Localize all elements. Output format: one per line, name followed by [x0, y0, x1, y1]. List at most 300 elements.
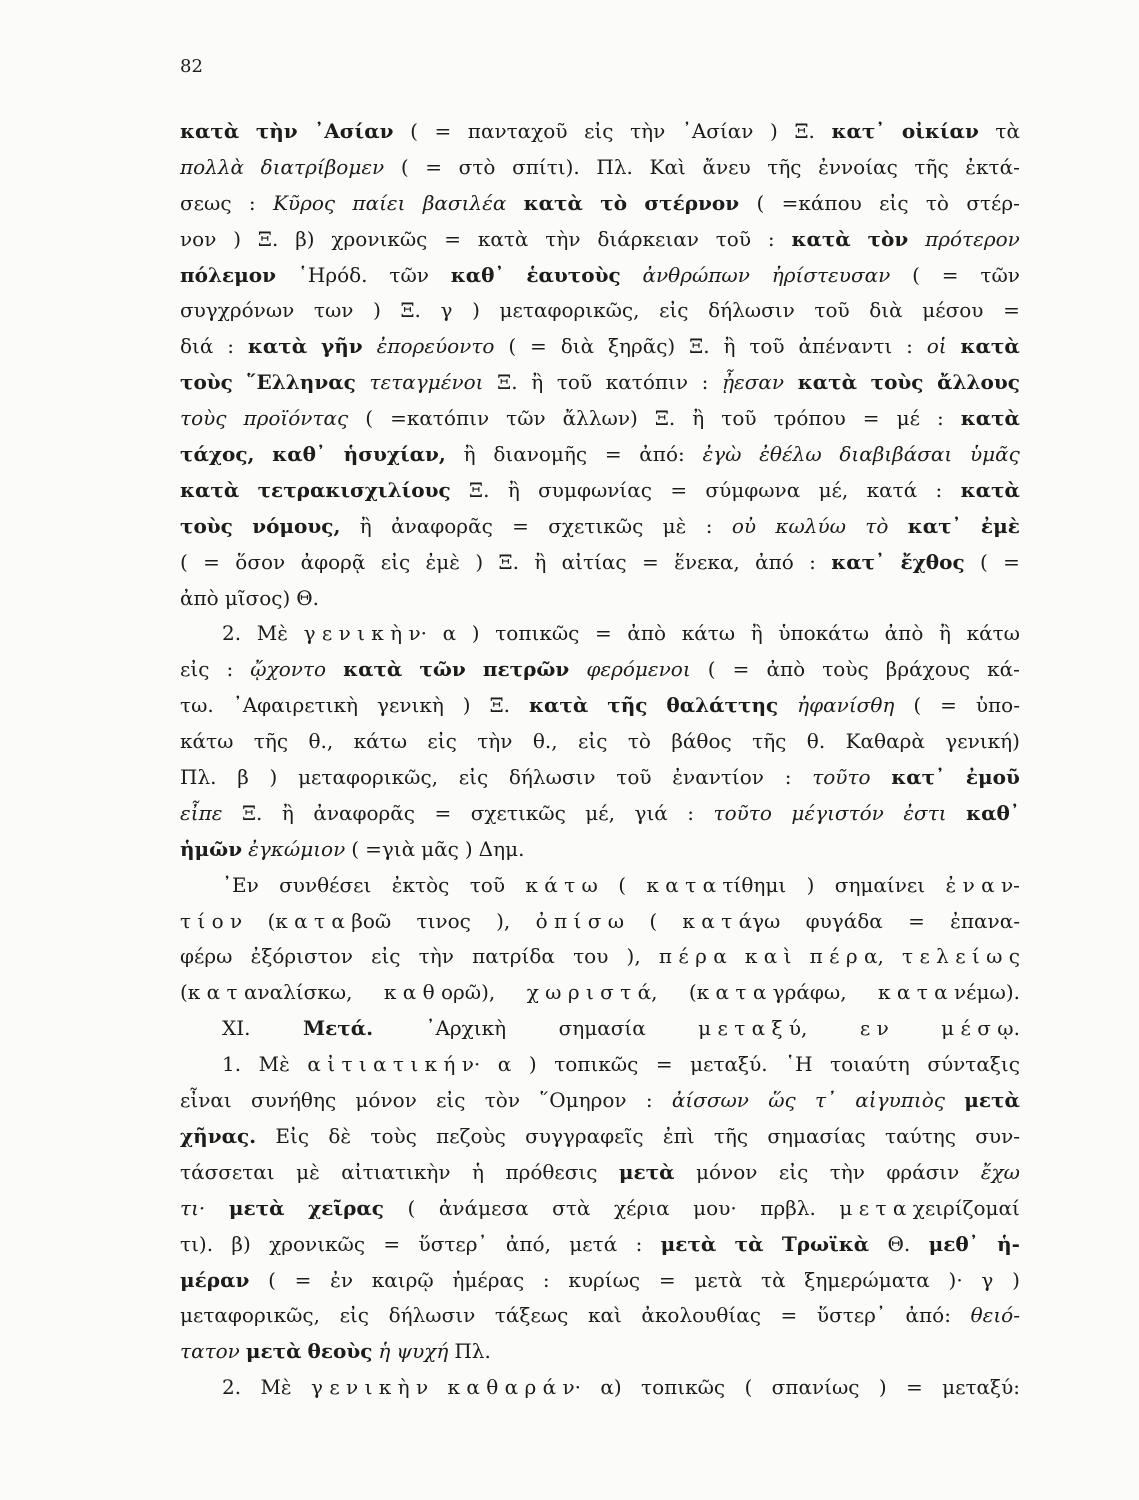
word: ἔχθος	[900, 549, 965, 574]
text-line	[180, 975, 1020, 1011]
word: μ ε τ α χειρίζομαί	[839, 1195, 1020, 1220]
word: =	[383, 1231, 401, 1256]
word: τοῦ	[556, 370, 593, 395]
word: οὐ	[731, 513, 757, 538]
word: ἀνθρώπων	[642, 262, 750, 287]
word: χέρια	[613, 1195, 670, 1220]
word: γιά	[634, 800, 668, 825]
word: ῾Η	[785, 1052, 813, 1077]
word: εἰς	[180, 657, 210, 682]
word: σημαίνει	[834, 872, 926, 897]
word: (κ α τ α γράφω,	[688, 980, 847, 1005]
word: θ.,	[532, 729, 558, 754]
word: κατὰ	[523, 190, 583, 215]
text-line	[180, 1119, 1020, 1155]
word: χῆνας.	[180, 1123, 257, 1148]
word: τὰ	[761, 1267, 786, 1292]
word: τινος	[416, 908, 471, 933]
word: :	[542, 1267, 550, 1292]
word: των	[313, 298, 354, 323]
word: ἢ	[750, 621, 763, 646]
word: (	[180, 549, 188, 574]
word: τι·	[180, 1195, 206, 1220]
word: α	[497, 1052, 512, 1077]
word: τὴν	[418, 944, 454, 969]
word: χ ω ρ ι σ τ ά,	[526, 980, 658, 1005]
text-line	[180, 365, 1020, 401]
word: ἀπό:	[639, 442, 685, 467]
text-line	[180, 186, 1020, 222]
text-line	[180, 616, 1020, 652]
word: εἰς	[458, 765, 489, 790]
word: Καθαρὰ	[845, 729, 925, 754]
word: μέσου	[922, 298, 984, 323]
word: διὰ	[560, 334, 595, 359]
word: (	[649, 908, 658, 933]
word: )	[269, 765, 278, 790]
word: :	[687, 800, 695, 825]
word: τὸ	[865, 513, 889, 538]
word: μετὰ	[694, 1267, 743, 1292]
text-line	[180, 1083, 1020, 1119]
word: ἠφανίσθη	[797, 693, 895, 718]
text-line	[180, 1370, 1020, 1406]
word: κατὰ	[797, 370, 857, 395]
word: ),	[496, 908, 511, 933]
word: ἢ	[939, 621, 951, 646]
word: ἐμὲ	[980, 513, 1020, 538]
word: σχετικῶς	[470, 800, 566, 825]
word: α)	[600, 1375, 622, 1400]
word: ὕστερ᾽	[816, 1303, 886, 1328]
word: μεταξύ.	[690, 1052, 768, 1077]
word: )	[471, 621, 480, 646]
word: =	[655, 1052, 673, 1077]
word: κατὰ	[343, 657, 403, 682]
word: τῆς	[607, 693, 648, 718]
word: μὲ	[296, 1159, 320, 1184]
word: τῶν	[506, 406, 546, 431]
word: καθ᾽	[272, 442, 326, 467]
word: τοὺς	[822, 657, 869, 682]
word: Κῦρος	[272, 190, 336, 215]
word: τ᾽	[814, 1088, 837, 1113]
text-line	[180, 329, 1020, 365]
word: κατ᾽	[891, 765, 946, 790]
word: (	[407, 1195, 416, 1220]
word: )	[233, 226, 242, 251]
word: =	[906, 1375, 923, 1400]
word: τῆς	[713, 1123, 749, 1148]
word: Πλ.	[180, 765, 217, 790]
word: Ξ.	[241, 800, 263, 825]
word: ἐξόριστον	[250, 944, 353, 969]
word: στέρ-	[966, 190, 1020, 215]
word: ἐπανα-	[950, 908, 1020, 933]
word: εἶναι	[180, 1088, 232, 1113]
word: ἡ	[378, 1339, 391, 1364]
word: ἢ	[359, 513, 372, 538]
word: ἠρίστευσαν	[771, 262, 891, 287]
word: =	[670, 477, 688, 502]
word: τῶν	[389, 262, 429, 287]
word: Ξ.	[400, 298, 421, 323]
word: διανομῆς	[493, 442, 588, 467]
word: γενική)	[945, 729, 1020, 754]
word: ἄλλους	[937, 370, 1020, 395]
word: ἀνάμεσα	[438, 1195, 529, 1220]
word: Θ.	[887, 1231, 911, 1256]
word: κ α τ α νέμω).	[878, 980, 1020, 1005]
word: =	[780, 1303, 798, 1328]
word: ξηρᾶς)	[607, 334, 676, 359]
word: μ έ σ ῳ.	[941, 1016, 1020, 1041]
word: =	[940, 693, 957, 718]
word: ἀφορᾷ	[300, 549, 366, 574]
word: στὰ	[552, 1195, 591, 1220]
word: κατὰ	[180, 477, 240, 502]
text-line	[180, 581, 1020, 617]
word: (κ α τ α βοῶ	[267, 908, 392, 933]
word: εἶπε	[180, 800, 223, 825]
word: ᾽Εν	[222, 872, 259, 897]
word: =	[732, 657, 750, 682]
word: =	[641, 549, 659, 574]
word: μετὰ	[660, 1231, 717, 1256]
word: ψυχή	[396, 1339, 449, 1364]
word: τὰ	[995, 119, 1020, 143]
word: μέραν	[180, 1267, 250, 1292]
word: )	[462, 693, 471, 718]
word: =κατόπιν	[390, 406, 490, 431]
word: τετρακισχιλίους	[257, 477, 451, 502]
word: ἐπὶ	[662, 1123, 695, 1148]
word: ἐκτὸς	[391, 872, 450, 897]
word: μεταφορικῶς,	[180, 1303, 320, 1328]
word: =	[862, 406, 880, 431]
word: ἐγὼ	[702, 442, 742, 467]
word: ἄνευ	[702, 154, 751, 179]
word: (	[508, 334, 517, 359]
text-line	[180, 401, 1020, 437]
word: :	[227, 334, 235, 359]
word: ἐστι	[903, 800, 947, 825]
word: ἡμέρας	[452, 1267, 525, 1292]
word: τὴν	[477, 729, 513, 754]
word: )	[1012, 1267, 1020, 1292]
word: μὲ	[662, 513, 687, 538]
word: τῆς	[752, 729, 787, 754]
word: μετὰ	[964, 1088, 1020, 1113]
word: ᾽Αφαιρετικὴ	[232, 693, 359, 718]
word: ἢ	[463, 442, 476, 467]
word: καθ᾽	[966, 800, 1020, 825]
word: Ξ.	[257, 226, 279, 251]
word: πεζοὺς	[436, 1123, 506, 1148]
word: κ ά τ ω	[525, 872, 598, 897]
word: )	[475, 549, 484, 574]
word: αἰτίας	[561, 549, 627, 574]
word: διαβιβάσαι	[839, 442, 953, 467]
word: =γιὰ	[365, 836, 416, 861]
word: :	[906, 334, 913, 359]
word: πρότερον	[925, 226, 1020, 251]
word: :	[936, 406, 944, 431]
text-line	[180, 293, 1020, 329]
word: σημασία	[558, 1016, 646, 1041]
word: α	[442, 621, 457, 646]
word: χεῖρας	[308, 1195, 384, 1220]
word: μόνον	[355, 1088, 417, 1113]
word: ὑπο-	[975, 693, 1020, 718]
text-line	[180, 509, 1020, 545]
word: φυγάδα	[805, 908, 883, 933]
word: πατρίδα	[472, 944, 555, 969]
word: ἡ	[472, 1159, 484, 1184]
word: Μὲ	[256, 621, 288, 646]
word: διά	[180, 334, 214, 359]
word: =	[941, 262, 959, 287]
word: ὑποκάτω	[778, 621, 870, 646]
word: ᾖεσαν	[722, 370, 785, 395]
word: τοπικῶς	[554, 1052, 639, 1077]
word: (	[268, 1267, 276, 1292]
word: ἡσυχίαν,	[343, 442, 446, 467]
word: τοῦ	[721, 406, 757, 431]
word: =	[512, 513, 529, 538]
word: =	[604, 442, 622, 467]
word: =	[594, 621, 612, 646]
word: μετὰ	[618, 1159, 675, 1184]
word: :	[635, 1231, 643, 1256]
word: κατὰ	[247, 334, 308, 359]
word: )	[528, 1052, 537, 1077]
page-number: 82	[180, 56, 203, 77]
word: παίει	[352, 190, 406, 215]
word: Ξ.	[469, 477, 490, 502]
word: προϊόντας	[243, 406, 349, 431]
word: ἀκολουθίας	[641, 1303, 761, 1328]
word: σπίτι).	[512, 154, 580, 179]
word: γ	[440, 298, 453, 323]
word: τῶν	[419, 657, 466, 682]
word: Ξ.	[489, 693, 511, 718]
word: γ	[981, 1267, 994, 1292]
word: εἰς	[778, 1159, 809, 1184]
word: ἕνεκα,	[674, 549, 740, 574]
word: (	[618, 872, 627, 897]
word: κατὰ	[180, 119, 240, 143]
word: π έ ρ α	[658, 944, 727, 969]
word: εἰς	[659, 298, 689, 323]
word: ἐπορεύοντο	[376, 334, 495, 359]
word: κάτω	[180, 729, 234, 754]
word: τὸν	[484, 1088, 520, 1113]
word: ἀπὸ	[627, 621, 667, 646]
word: :	[767, 226, 775, 251]
word: κάτω	[681, 621, 736, 646]
text-line	[180, 114, 1020, 150]
word: τοιαύτη	[830, 1052, 910, 1077]
word: κατ᾽	[831, 119, 886, 143]
word: βράχους	[885, 657, 971, 682]
word: τάσσεται	[180, 1159, 275, 1184]
word: ἐγκώμιον	[248, 836, 346, 861]
word: κατ᾽	[831, 549, 886, 574]
word: συγγραφεῖς	[525, 1123, 644, 1148]
word: ὑμᾶς	[969, 442, 1020, 467]
word: συμφωνίας	[538, 477, 652, 502]
word: τὸ	[627, 729, 651, 754]
word: ὀ π ί σ ω	[535, 908, 625, 933]
text-line	[180, 1334, 1020, 1370]
word: κάτω	[966, 621, 1020, 646]
word: τοπικῶς	[495, 621, 580, 646]
word: γ ε ν ι κ ὴ ν	[311, 1375, 429, 1400]
word: ἑαυτοὺς	[526, 262, 621, 287]
word: ἀπό:	[905, 1303, 951, 1328]
word: δήλωσιν	[508, 765, 596, 790]
word: (	[912, 262, 920, 287]
word: ἀίσσων	[671, 1088, 749, 1113]
word: τὴν	[829, 1159, 865, 1184]
text-line	[180, 868, 1020, 904]
word: τοῦ	[469, 872, 505, 897]
word: τὴν	[255, 119, 298, 143]
word: 1.	[222, 1052, 242, 1077]
word: κατὰ	[477, 226, 529, 251]
word: ὅσον	[235, 549, 286, 574]
word: τοπικῶς	[641, 1375, 726, 1400]
text-line	[180, 222, 1020, 258]
word: κ α τ α τίθημι	[646, 872, 787, 897]
word: ἢ	[281, 800, 294, 825]
word: β)	[295, 226, 315, 251]
word: αἰγυπιὸς	[855, 1088, 945, 1113]
word: )	[464, 836, 473, 861]
word: καθ᾽	[450, 262, 505, 287]
word: π έ ρ α,	[809, 944, 884, 969]
word: :	[809, 549, 816, 574]
word: μέγιστόν	[791, 800, 884, 825]
word: κατὰ	[960, 477, 1020, 502]
word: σύνταξις	[927, 1052, 1020, 1077]
word: φράσιν	[886, 1159, 960, 1184]
word: τοῦτο	[812, 765, 871, 790]
word: αἰτιατικὴν	[341, 1159, 451, 1184]
word: μᾶς	[421, 836, 459, 861]
word: πανταχοῦ	[467, 119, 568, 143]
word: μέ,	[585, 800, 616, 825]
word: :	[645, 1088, 653, 1113]
word: ἢ	[723, 334, 736, 359]
word: κωλύω	[775, 513, 846, 538]
word: κατὰ	[529, 693, 589, 718]
word: τοὺς	[180, 370, 233, 395]
word: τρόπου	[773, 406, 846, 431]
word: (	[410, 119, 418, 143]
word: ῾Ηρόδ.	[297, 262, 368, 287]
word: εἰς	[879, 190, 909, 215]
word: )·	[948, 1267, 963, 1292]
word: ἀπὸ	[766, 657, 806, 682]
word: =	[434, 800, 452, 825]
word: ᾽Αρχικὴ	[425, 1016, 507, 1041]
word: Δημ.	[478, 836, 525, 861]
word: )	[373, 298, 381, 323]
word: (	[400, 154, 409, 179]
word: τοῦ	[715, 226, 751, 251]
word: β	[237, 765, 249, 790]
word: =	[908, 908, 925, 933]
word: ῞Ελληνας	[246, 370, 356, 395]
word: τοῦτο	[713, 800, 772, 825]
word: βασιλέα	[422, 190, 507, 215]
text-line	[180, 1227, 1020, 1263]
word: τὸ	[925, 190, 949, 215]
word: χρονικῶς	[331, 226, 428, 251]
word: )	[878, 1375, 887, 1400]
text-line	[180, 1047, 1020, 1083]
word: μετά	[569, 1231, 618, 1256]
text-line	[180, 760, 1020, 796]
word: ἔχω	[980, 1159, 1020, 1184]
word: τάξεως	[494, 1303, 569, 1328]
text-line	[180, 832, 1020, 868]
word: θ.	[806, 729, 826, 754]
word: φέρω	[180, 944, 233, 969]
word: ἀπὸ	[884, 621, 924, 646]
word: ἢ	[692, 406, 705, 431]
word: Θ.	[296, 585, 320, 610]
word: τὴν	[545, 226, 581, 251]
word: πρόθεσις	[505, 1159, 598, 1184]
word: ἐν	[330, 1267, 353, 1292]
word: (	[980, 549, 988, 574]
word: πολλὰ	[180, 154, 245, 179]
word: διὰ	[869, 298, 903, 323]
word: πετρῶν	[482, 657, 570, 682]
word: κάτω	[353, 729, 408, 754]
word: ἢ	[507, 477, 520, 502]
text-line	[180, 258, 1020, 294]
word: ἀπό,	[505, 1231, 551, 1256]
word: κ α θ ορῶ),	[383, 980, 496, 1005]
word: γ ε ν ι κ ὴ ν·	[303, 621, 428, 646]
word: ἀπέναντι	[798, 334, 893, 359]
word: στὸ	[458, 154, 496, 179]
text-line	[180, 473, 1020, 509]
word: τ ί ο ν	[180, 908, 243, 933]
word: =κάπου	[781, 190, 862, 215]
word: ἐναντίον	[672, 765, 764, 790]
word: κατὰ	[791, 226, 851, 251]
word: τῶν	[980, 262, 1020, 287]
word: τοὺς	[180, 513, 233, 538]
word: εἰς	[436, 1088, 466, 1113]
word: διατρίβομεν	[260, 154, 385, 179]
word: Μετά.	[302, 1016, 374, 1041]
word: μετὰ	[228, 1195, 285, 1220]
word: :	[935, 477, 943, 502]
word: :	[701, 370, 709, 395]
word: =	[444, 226, 461, 251]
word: =	[425, 154, 443, 179]
word: ἀπὸ	[180, 585, 219, 610]
text-line	[180, 688, 1020, 724]
word: κατά	[866, 477, 918, 502]
word: τι).	[180, 1231, 214, 1256]
